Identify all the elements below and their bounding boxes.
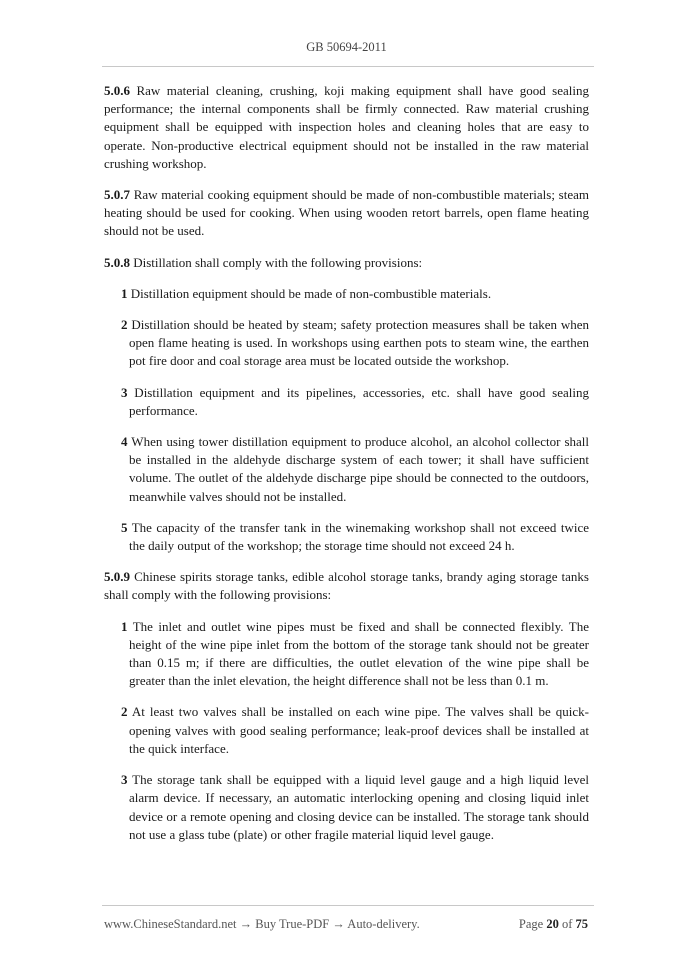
clause-text: Raw material cleaning, crushing, koji making equipment shall have good sealing performance; the internal components shall be firmly connected. Raw material crushing equipment shall be equipped with inspection holes and cleaning holes that are easy to operate. Non-productive electrical equipment should not be installed in the raw material crushing workshop. <box>104 83 589 171</box>
item-text: Distillation should be heated by steam; safety protection measures shall be taken when open flame heating is used. In workshops using earthen pots to steam wine, the earthen pot fire door and coal storage area must be located outside the workshop. <box>127 317 589 369</box>
of-word: of <box>561 917 573 931</box>
header-divider <box>102 66 594 67</box>
clause-text: Distillation shall comply with the following provisions: <box>130 254 423 270</box>
clause-5-0-9 <box>104 568 589 604</box>
item-text: The capacity of the transfer tank in the winemaking workshop shall not exceed twice the daily output of the workshop; the storage time should not exceed 24 h. <box>127 519 589 554</box>
list-item <box>121 519 589 555</box>
clause-5-0-6 <box>104 82 589 173</box>
list-item <box>121 703 589 758</box>
page-footer <box>104 917 588 932</box>
clause-5-0-8 <box>104 254 589 272</box>
item-text: Distillation equipment and its pipelines, accessories, etc. shall have good sealing performance. <box>127 384 589 418</box>
clause-5-0-7 <box>104 186 589 241</box>
item-number: 4 <box>121 434 128 450</box>
footer-link[interactable]: www.ChineseStandard.net → Buy True-PDF → Auto-delivery. <box>104 917 420 931</box>
item-text: The storage tank shall be equipped with a liquid level gauge and a high liquid level alarm device. If necessary, an automatic interlocking opening and closing liquid inlet device or a remote opening and closing device can be installed. The storage tank should not use a glass tube (plate) or other fragile material liquid level gauge. <box>127 772 589 842</box>
page-number: 20 <box>546 917 559 931</box>
page-header: GB 50694-2011 <box>306 40 387 54</box>
clause-text: Raw material cooking equipment should be made of non-combustible materials; steam heating should be used for cooking. When using wooden retort barrels, open flame heating should not be used. <box>104 187 589 239</box>
clause-number: 5.0.8 <box>104 254 130 270</box>
item-number: 3 <box>121 384 128 400</box>
item-text: The inlet and outlet wine pipes must be fixed and shall be connected flexibly. The height of the wine pipe inlet from the bottom of the storage tank should not be greater than 0.15 m; if there are difficulties, the outlet elevation of the wine pipe shall be greater than the inlet elevation, the height difference shall not be less than 0.1 m. <box>127 618 589 689</box>
list-item <box>121 618 589 691</box>
item-number: 3 <box>121 772 128 788</box>
page-total: 75 <box>575 917 588 931</box>
item-number: 2 <box>121 704 128 720</box>
item-text: When using tower distillation equipment to produce alcohol, an alcohol collector shall be installed in the aldehyde discharge system of each tower; it shall have sufficient volume. The outlet of the aldehyde discharge pipe should be connected to the outdoors, meanwhile valves should not be installed. <box>127 434 589 504</box>
list-item <box>121 384 589 420</box>
page-word: Page <box>518 917 544 931</box>
clause-number: 5.0.6 <box>104 83 130 98</box>
footer-divider <box>102 905 594 906</box>
list-item <box>121 316 589 371</box>
item-number: 1 <box>121 618 128 634</box>
list-item <box>121 285 589 303</box>
item-text: At least two valves shall be installed on each wine pipe. The valves shall be quick-opening valves with good sealing performance; leak-proof devices shall be installed at the quick interface. <box>127 704 589 756</box>
clause-number: 5.0.7 <box>104 187 130 203</box>
item-number: 5 <box>121 519 128 535</box>
list-item <box>121 771 589 844</box>
clause-text: Chinese spirits storage tanks, edible alcohol storage tanks, brandy aging storage tanks shall comply with the following provisions: <box>104 569 589 603</box>
item-number: 2 <box>121 317 128 333</box>
page-indicator <box>519 917 588 932</box>
item-number: 1 <box>121 285 128 301</box>
page-body <box>104 82 589 857</box>
item-text: Distillation equipment should be made of non-combustible materials. <box>127 285 492 301</box>
list-item <box>121 433 589 506</box>
clause-number: 5.0.9 <box>104 569 130 585</box>
